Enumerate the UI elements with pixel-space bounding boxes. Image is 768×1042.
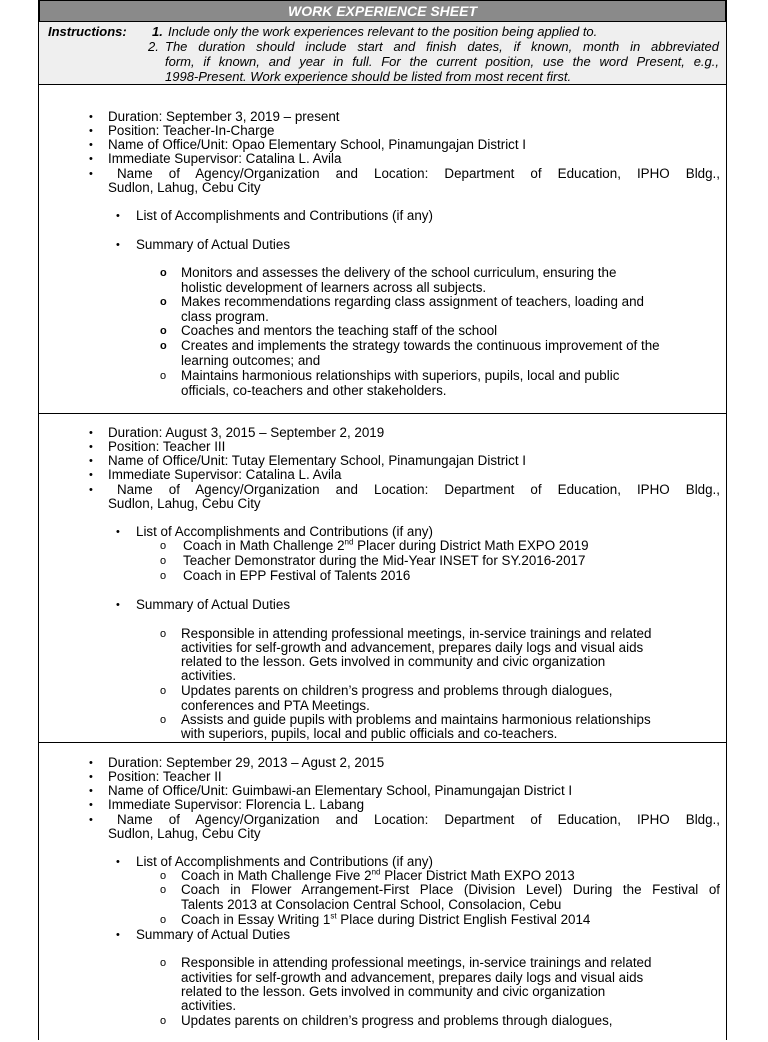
instruction-2-line-2: form, if known, and year in full. For the current position, use the word Present, e.g., xyxy=(165,54,719,69)
accomplishment-item: Talents 2013 at Consolacion Central School, Consolacion, Cebu xyxy=(181,897,562,912)
bullet-icon: • xyxy=(89,139,93,151)
sub-bullet-icon: o xyxy=(160,325,167,337)
accomplishment-text: Placer during District Math EXPO 2019 xyxy=(353,538,589,553)
duty-line: activities. xyxy=(181,998,237,1013)
duty-line: Monitors and assesses the delivery of the school curriculum, ensuring the xyxy=(181,265,617,280)
office-unit: Name of Office/Unit: Opao Elementary School, Pinamungajan District I xyxy=(108,137,527,152)
agency-line-2: Sudlon, Lahug, Cebu City xyxy=(108,496,261,511)
duration: Duration: September 29, 2013 – Agust 2, 2015 xyxy=(108,755,385,770)
sub-bullet-icon: o xyxy=(160,267,167,279)
instruction-2-line-3: 1998-Present. Work experience should be listed from most recent first. xyxy=(165,69,572,84)
sub-bullet-icon: o xyxy=(160,685,167,697)
accomplishment-item xyxy=(181,913,590,927)
bullet-icon: • xyxy=(116,929,120,941)
instruction-1: Include only the work experiences relevant to the position being applied to. xyxy=(168,24,598,39)
duty-line: conferences and PTA Meetings. xyxy=(181,698,370,713)
immediate-supervisor: Immediate Supervisor: Catalina L. Avila xyxy=(108,151,342,166)
sub-bullet-icon: o xyxy=(160,370,167,382)
agency-line-1: Name of Agency/Organization and Location: Department of Education, IPHO Bldg., xyxy=(117,166,720,181)
bullet-icon: • xyxy=(89,125,93,137)
agency-line-1: Name of Agency/Organization and Location: Department of Education, IPHO Bldg., xyxy=(117,482,720,497)
position: Position: Teacher II xyxy=(108,769,222,784)
accomplishment-item xyxy=(183,539,589,553)
duties-label: Summary of Actual Duties xyxy=(136,597,291,612)
duty-line: Maintains harmonious relationships with superiors, pupils, local and public xyxy=(181,368,620,383)
duty-line: class program. xyxy=(181,309,269,324)
accomplishment-text: Placer District Math EXPO 2013 xyxy=(380,868,575,883)
duties-label: Summary of Actual Duties xyxy=(136,927,291,942)
position: Position: Teacher III xyxy=(108,439,226,454)
work-entry-3 xyxy=(39,742,726,1042)
work-experience-sheet xyxy=(38,0,727,1040)
sub-bullet-icon: o xyxy=(160,1015,167,1027)
duty-line: Updates parents on children’s progress and problems through dialogues, xyxy=(181,1013,613,1028)
ordinal-suffix: st xyxy=(330,911,337,921)
office-unit: Name of Office/Unit: Tutay Elementary School, Pinamungajan District I xyxy=(108,453,527,468)
duty-line: Creates and implements the strategy towards the continuous improvement of the xyxy=(181,338,660,353)
bullet-icon: • xyxy=(89,111,93,123)
bullet-icon: • xyxy=(89,427,93,439)
bullet-icon: • xyxy=(116,599,120,611)
instruction-2-line-1: The duration should include start and finish dates, if known, month in abbreviated xyxy=(165,39,719,54)
bullet-icon: • xyxy=(89,484,93,496)
sub-bullet-icon: o xyxy=(160,340,167,352)
office-unit: Name of Office/Unit: Guimbawi-an Elementary School, Pinamungajan District I xyxy=(108,783,573,798)
sub-bullet-icon: o xyxy=(160,870,167,882)
sub-bullet-icon: o xyxy=(160,628,167,640)
duty-line: Updates parents on children’s progress and problems through dialogues, xyxy=(181,683,613,698)
accomplishment-text: Coach in Math Challenge 2 xyxy=(183,538,345,553)
agency-line-2: Sudlon, Lahug, Cebu City xyxy=(108,826,261,841)
bullet-icon: • xyxy=(89,814,93,826)
accomplishment-item: Coach in EPP Festival of Talents 2016 xyxy=(183,568,411,583)
sub-bullet-icon: o xyxy=(160,540,167,552)
agency-line-2: Sudlon, Lahug, Cebu City xyxy=(108,180,261,195)
sub-bullet-icon: o xyxy=(160,555,167,567)
duty-line: activities for self-growth and advancement, prepares daily logs and visual aids xyxy=(181,640,644,655)
bullet-icon: • xyxy=(89,441,93,453)
duty-line: learning outcomes; and xyxy=(181,353,321,368)
bullet-icon: • xyxy=(116,210,120,222)
sub-bullet-icon: o xyxy=(160,914,167,926)
bullet-icon: • xyxy=(89,771,93,783)
instructions-box xyxy=(39,22,726,85)
accomplishments-label: List of Accomplishments and Contributions (if any) xyxy=(136,854,433,869)
accomplishment-text: Coach in Math Challenge Five 2 xyxy=(181,868,372,883)
duty-line: Coaches and mentors the teaching staff of the school xyxy=(181,323,498,338)
accomplishments-label: List of Accomplishments and Contributions (if any) xyxy=(136,208,433,223)
instruction-number-1: 1. xyxy=(152,24,163,39)
work-entry-2 xyxy=(39,413,726,742)
bullet-icon: • xyxy=(116,526,120,538)
bullet-icon: • xyxy=(89,153,93,165)
bullet-icon: • xyxy=(89,469,93,481)
work-entry-1 xyxy=(39,85,726,413)
duty-line: related to the lesson. Gets involved in community and civic organization xyxy=(181,984,606,999)
bullet-icon: • xyxy=(89,757,93,769)
duty-line: Assists and guide pupils with problems and maintains harmonious relationships xyxy=(181,712,651,727)
duration: Duration: August 3, 2015 – September 2, 2019 xyxy=(108,425,385,440)
duty-line: Responsible in attending professional meetings, in-service trainings and related xyxy=(181,626,652,641)
duty-line: activities for self-growth and advancement, prepares daily logs and visual aids xyxy=(181,970,644,985)
duty-line: related to the lesson. Gets involved in community and civic organization xyxy=(181,654,606,669)
bullet-icon: • xyxy=(89,785,93,797)
sheet-title: WORK EXPERIENCE SHEET xyxy=(39,0,726,22)
duty-line: Responsible in attending professional meetings, in-service trainings and related xyxy=(181,955,652,970)
immediate-supervisor: Immediate Supervisor: Florencia L. Labang xyxy=(108,797,365,812)
bullet-icon: • xyxy=(89,455,93,467)
accomplishment-text: Place during District English Festival 2014 xyxy=(336,912,591,927)
duty-line: Makes recommendations regarding class assignment of teachers, loading and xyxy=(181,294,644,309)
duty-line: with superiors, pupils, local and public officials and co-teachers. xyxy=(181,726,558,741)
sub-bullet-icon: o xyxy=(160,714,167,726)
accomplishment-item xyxy=(181,869,575,883)
sub-bullet-icon: o xyxy=(160,884,167,896)
immediate-supervisor: Immediate Supervisor: Catalina L. Avila xyxy=(108,467,342,482)
duty-line: activities. xyxy=(181,668,237,683)
instruction-number-2: 2. xyxy=(148,39,159,54)
bullet-icon: • xyxy=(89,168,93,180)
duration: Duration: September 3, 2019 – present xyxy=(108,109,340,124)
bullet-icon: • xyxy=(116,856,120,868)
position: Position: Teacher-In-Charge xyxy=(108,123,275,138)
sub-bullet-icon: o xyxy=(160,296,167,308)
duty-line: holistic development of learners across all subjects. xyxy=(181,280,487,295)
bullet-icon: • xyxy=(89,799,93,811)
duty-line: officials, co-teachers and other stakeholders. xyxy=(181,383,447,398)
accomplishments-label: List of Accomplishments and Contributions (if any) xyxy=(136,524,433,539)
sub-bullet-icon: o xyxy=(160,570,167,582)
ordinal-suffix: nd xyxy=(371,867,381,877)
accomplishment-text: Coach in Essay Writing 1 xyxy=(181,912,331,927)
instructions-label: Instructions: xyxy=(48,24,127,39)
accomplishment-item: Coach in Flower Arrangement-First Place (Division Level) During the Festival of xyxy=(181,882,720,897)
agency-line-1: Name of Agency/Organization and Location: Department of Education, IPHO Bldg., xyxy=(117,812,720,827)
sub-bullet-icon: o xyxy=(160,957,167,969)
duties-label: Summary of Actual Duties xyxy=(136,237,291,252)
bullet-icon: • xyxy=(116,239,120,251)
accomplishment-item: Teacher Demonstrator during the Mid-Year INSET for SY.2016-2017 xyxy=(183,553,586,568)
ordinal-suffix: nd xyxy=(344,537,354,547)
